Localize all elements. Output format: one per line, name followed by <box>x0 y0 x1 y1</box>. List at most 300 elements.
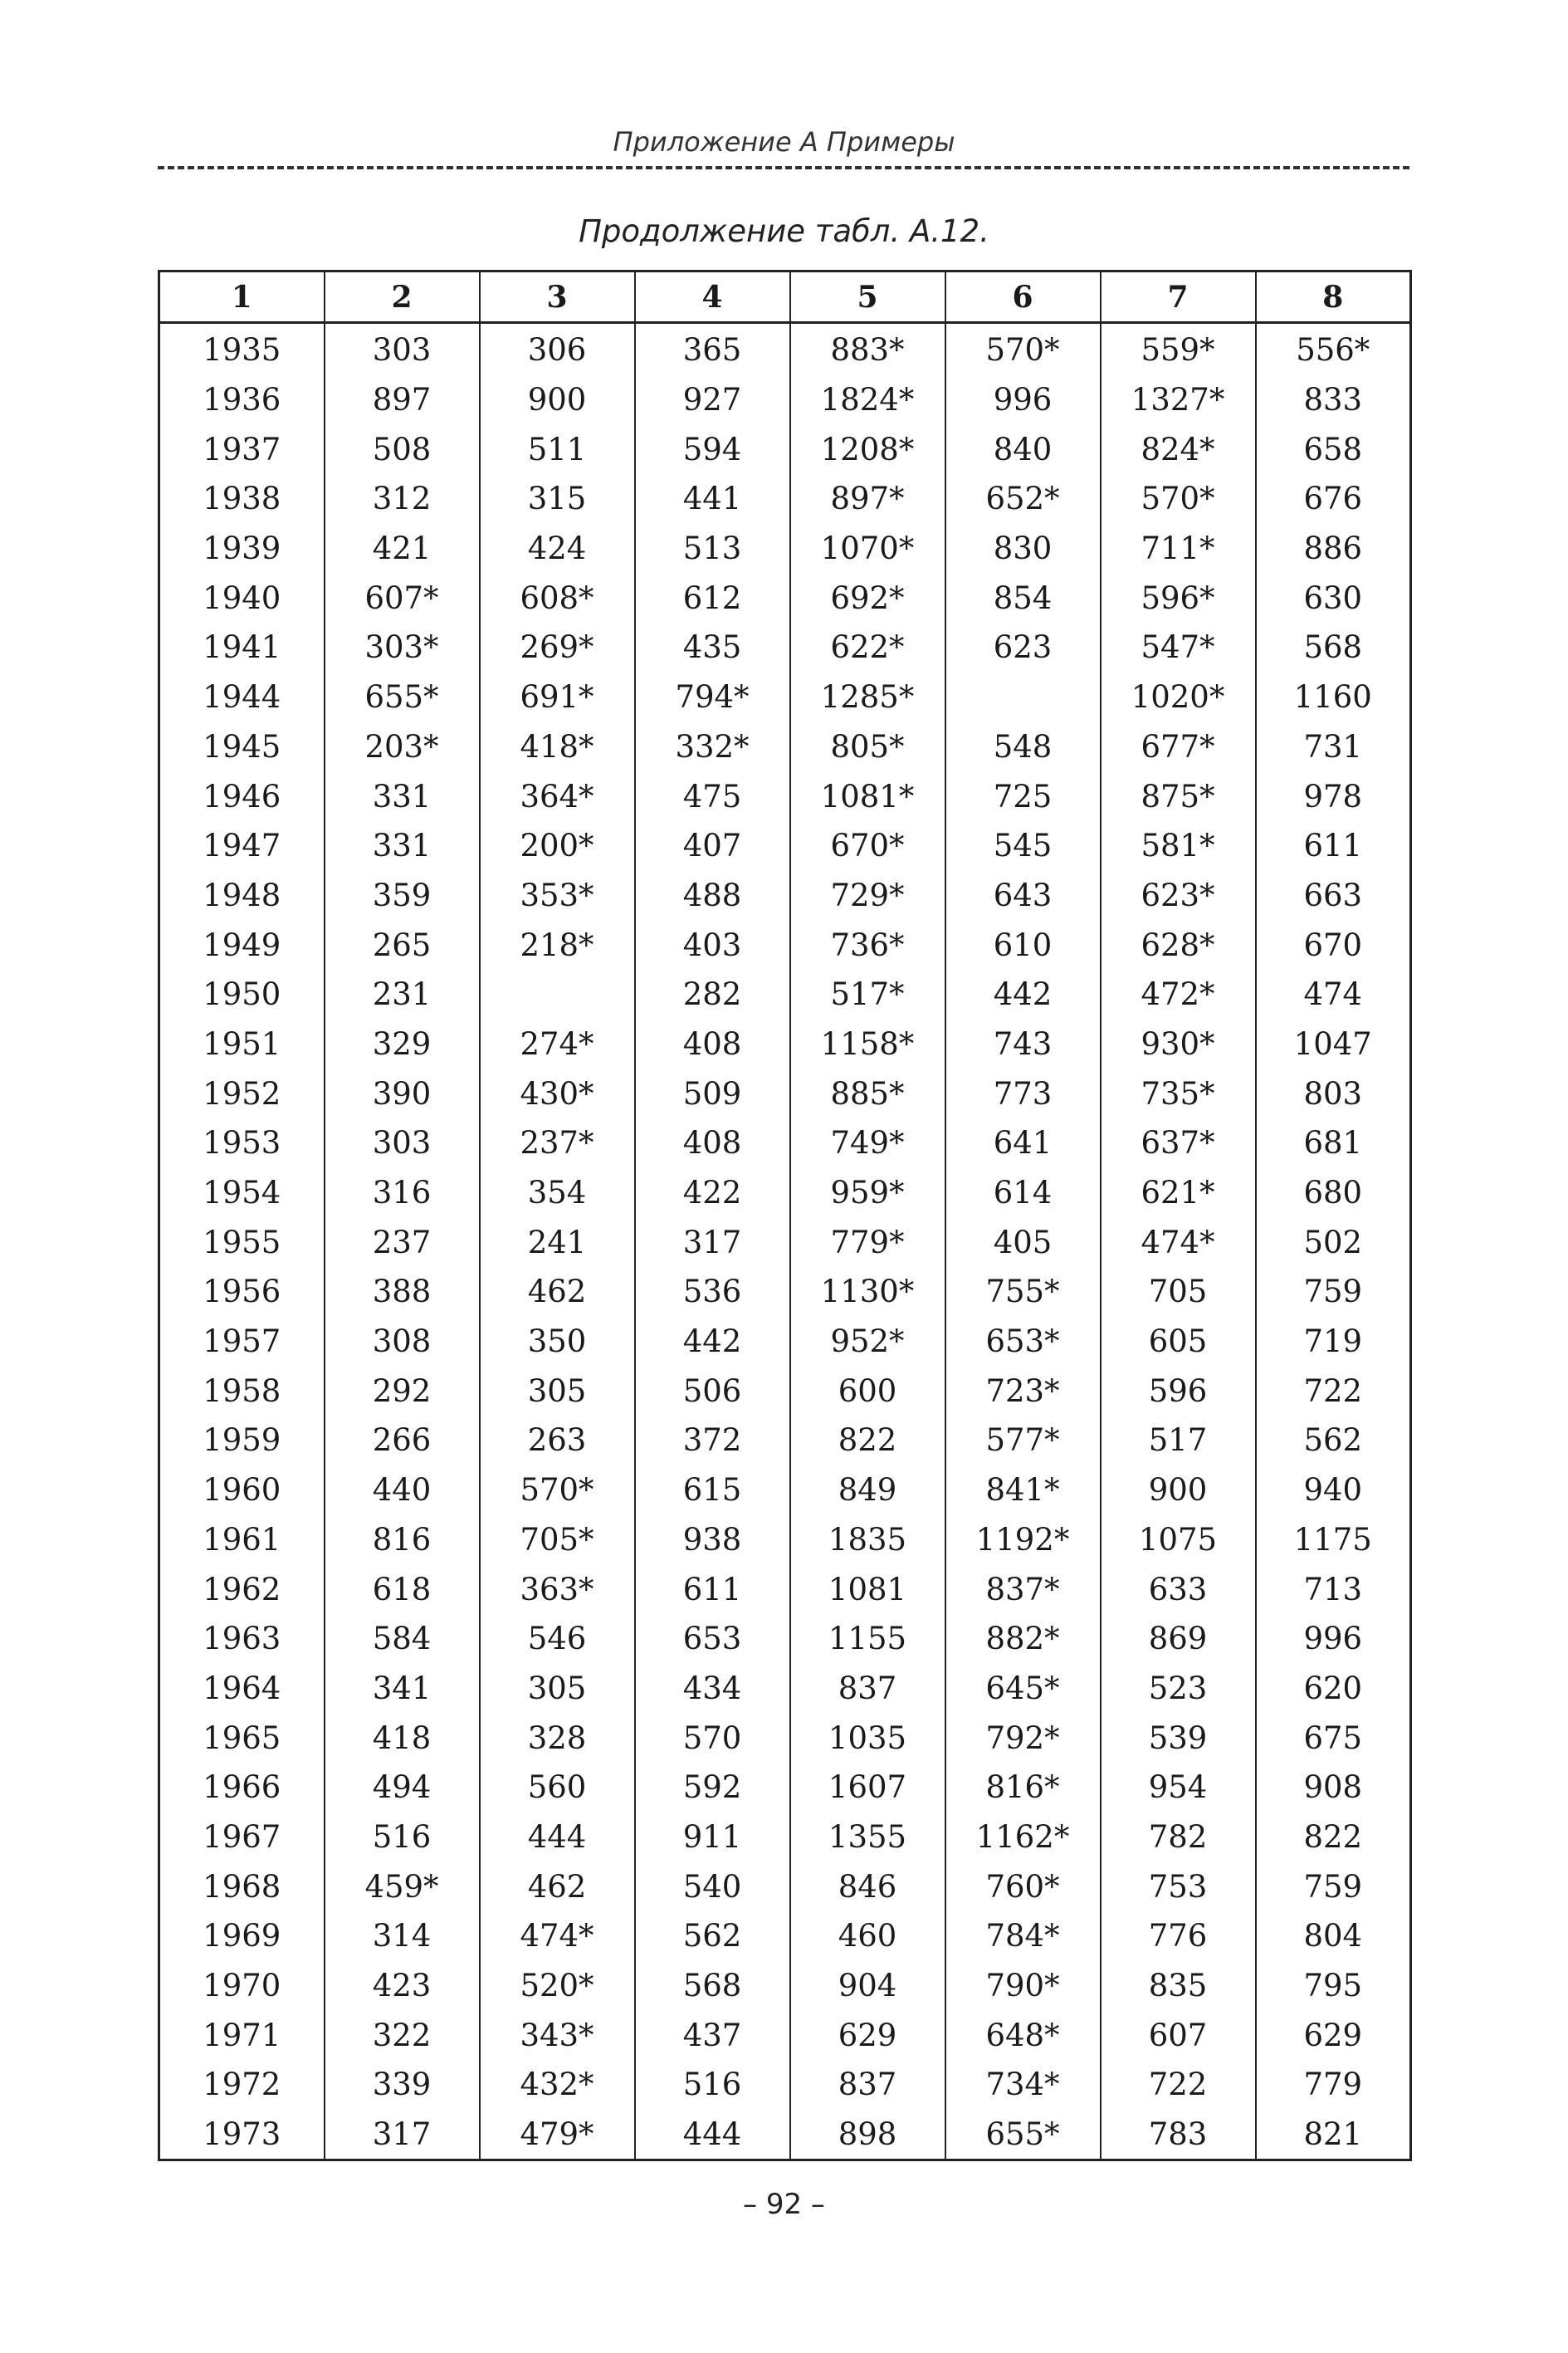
column-header-7: 7 <box>1101 272 1256 323</box>
year-cell: 1967 <box>159 1812 325 1862</box>
value-cell: 938 <box>635 1515 790 1565</box>
value-cell: 584 <box>325 1614 480 1664</box>
value-cell: 611 <box>635 1564 790 1614</box>
value-cell: 952* <box>790 1317 945 1367</box>
value-cell: 784* <box>945 1911 1101 1961</box>
value-cell: 328 <box>480 1713 635 1763</box>
table-row <box>159 1267 1411 1317</box>
year-cell: 1962 <box>159 1564 325 1614</box>
value-cell: 840 <box>945 424 1101 474</box>
value-cell: 722 <box>1101 2060 1256 2110</box>
value-cell: 1020* <box>1101 673 1256 722</box>
value-cell: 675 <box>1256 1713 1411 1763</box>
value-cell: 581* <box>1101 821 1256 871</box>
value-cell: 795 <box>1256 1961 1411 2011</box>
value-cell: 444 <box>480 1812 635 1862</box>
table-row <box>159 1317 1411 1367</box>
value-cell: 886 <box>1256 524 1411 574</box>
value-cell: 364* <box>480 771 635 821</box>
value-cell: 779* <box>790 1217 945 1267</box>
value-cell: 265 <box>325 920 480 970</box>
year-cell: 1959 <box>159 1416 325 1465</box>
value-cell: 996 <box>1256 1614 1411 1664</box>
data-table <box>158 270 1412 2161</box>
value-cell: 996 <box>945 375 1101 425</box>
value-cell: 610 <box>945 920 1101 970</box>
value-cell: 434 <box>635 1664 790 1714</box>
value-cell: 421 <box>325 524 480 574</box>
value-cell: 618 <box>325 1564 480 1614</box>
value-cell: 804 <box>1256 1911 1411 1961</box>
value-cell: 954 <box>1101 1763 1256 1812</box>
value-cell: 692* <box>790 573 945 623</box>
year-cell: 1953 <box>159 1118 325 1168</box>
value-cell: 1835 <box>790 1515 945 1565</box>
value-cell: 292 <box>325 1366 480 1416</box>
value-cell: 331 <box>325 771 480 821</box>
value-cell: 1355 <box>790 1812 945 1862</box>
value-cell: 390 <box>325 1069 480 1118</box>
value-cell: 978 <box>1256 771 1411 821</box>
value-cell: 488 <box>635 871 790 921</box>
value-cell: 663 <box>1256 871 1411 921</box>
value-cell: 237* <box>480 1118 635 1168</box>
value-cell <box>945 673 1101 722</box>
value-cell: 623* <box>1101 871 1256 921</box>
value-cell: 511 <box>480 424 635 474</box>
value-cell: 592 <box>635 1763 790 1812</box>
table-row <box>159 920 1411 970</box>
value-cell: 869 <box>1101 1614 1256 1664</box>
value-cell: 331 <box>325 821 480 871</box>
value-cell: 940 <box>1256 1465 1411 1515</box>
value-cell: 1160 <box>1256 673 1411 722</box>
table-row <box>159 1614 1411 1664</box>
value-cell: 408 <box>635 1020 790 1069</box>
running-header: Приложение А Примеры <box>613 126 955 158</box>
year-cell: 1944 <box>159 673 325 722</box>
value-cell: 753 <box>1101 1861 1256 1911</box>
value-cell: 759 <box>1256 1267 1411 1317</box>
value-cell: 816* <box>945 1763 1101 1812</box>
year-cell: 1947 <box>159 821 325 871</box>
value-cell: 705* <box>480 1515 635 1565</box>
value-cell: 237 <box>325 1217 480 1267</box>
value-cell: 790* <box>945 1961 1101 2011</box>
value-cell: 269* <box>480 623 635 673</box>
value-cell: 883* <box>790 323 945 375</box>
value-cell: 773 <box>945 1069 1101 1118</box>
year-cell: 1957 <box>159 1317 325 1367</box>
year-cell: 1961 <box>159 1515 325 1565</box>
value-cell: 854 <box>945 573 1101 623</box>
value-cell: 622* <box>790 623 945 673</box>
value-cell: 513 <box>635 524 790 574</box>
value-cell: 516 <box>325 1812 480 1862</box>
value-cell: 517 <box>1101 1416 1256 1465</box>
value-cell: 570* <box>945 323 1101 375</box>
value-cell: 882* <box>945 1614 1101 1664</box>
value-cell: 628* <box>1101 920 1256 970</box>
value-cell: 841* <box>945 1465 1101 1515</box>
value-cell: 1327* <box>1101 375 1256 425</box>
value-cell: 474* <box>480 1911 635 1961</box>
year-cell: 1969 <box>159 1911 325 1961</box>
table-row <box>159 1416 1411 1465</box>
value-cell: 911 <box>635 1812 790 1862</box>
value-cell: 303 <box>325 323 480 375</box>
table-row <box>159 1713 1411 1763</box>
value-cell: 645* <box>945 1664 1101 1714</box>
value-cell: 442 <box>635 1317 790 1367</box>
value-cell: 562 <box>1256 1416 1411 1465</box>
value-cell: 816 <box>325 1515 480 1565</box>
value-cell: 545 <box>945 821 1101 871</box>
value-cell: 1035 <box>790 1713 945 1763</box>
table-row <box>159 2110 1411 2160</box>
value-cell: 317 <box>325 2110 480 2160</box>
value-cell: 322 <box>325 2010 480 2060</box>
table-caption: Продолжение табл. А.12. <box>579 213 989 249</box>
value-cell: 607 <box>1101 2010 1256 2060</box>
value-cell: 653* <box>945 1317 1101 1367</box>
value-cell: 354 <box>480 1168 635 1218</box>
value-cell: 648* <box>945 2010 1101 2060</box>
value-cell: 630 <box>1256 573 1411 623</box>
value-cell: 1081 <box>790 1564 945 1614</box>
value-cell: 620 <box>1256 1664 1411 1714</box>
value-cell: 670* <box>790 821 945 871</box>
value-cell: 719 <box>1256 1317 1411 1367</box>
value-cell: 548 <box>945 722 1101 772</box>
year-cell: 1970 <box>159 1961 325 2011</box>
value-cell: 837 <box>790 1664 945 1714</box>
value-cell: 623 <box>945 623 1101 673</box>
value-cell: 833 <box>1256 375 1411 425</box>
table-row <box>159 673 1411 722</box>
year-cell: 1973 <box>159 2110 325 2160</box>
value-cell: 1285* <box>790 673 945 722</box>
year-cell: 1954 <box>159 1168 325 1218</box>
value-cell: 520* <box>480 1961 635 2011</box>
column-header-8: 8 <box>1256 272 1411 323</box>
table-header-row <box>159 272 1411 323</box>
value-cell: 608* <box>480 573 635 623</box>
value-cell: 494 <box>325 1763 480 1812</box>
value-cell: 722 <box>1256 1366 1411 1416</box>
value-cell: 779 <box>1256 2060 1411 2110</box>
value-cell: 509 <box>635 1069 790 1118</box>
value-cell: 1158* <box>790 1020 945 1069</box>
value-cell: 274* <box>480 1020 635 1069</box>
value-cell: 655* <box>325 673 480 722</box>
value-cell: 731 <box>1256 722 1411 772</box>
value-cell: 432* <box>480 2060 635 2110</box>
value-cell: 658 <box>1256 424 1411 474</box>
year-cell: 1956 <box>159 1267 325 1317</box>
year-cell: 1952 <box>159 1069 325 1118</box>
year-cell: 1935 <box>159 323 325 375</box>
value-cell: 927 <box>635 375 790 425</box>
value-cell: 430* <box>480 1069 635 1118</box>
column-header-3: 3 <box>480 272 635 323</box>
value-cell: 1070* <box>790 524 945 574</box>
value-cell <box>480 970 635 1020</box>
table-row <box>159 623 1411 673</box>
page-number: – 92 – <box>743 2188 825 2221</box>
value-cell: 736* <box>790 920 945 970</box>
value-cell: 474 <box>1256 970 1411 1020</box>
value-cell: 203* <box>325 722 480 772</box>
table-row <box>159 1664 1411 1714</box>
value-cell: 643 <box>945 871 1101 921</box>
table-row <box>159 1812 1411 1862</box>
value-cell: 263 <box>480 1416 635 1465</box>
value-cell: 691* <box>480 673 635 722</box>
value-cell: 670 <box>1256 920 1411 970</box>
table-body <box>159 323 1411 2160</box>
value-cell: 536 <box>635 1267 790 1317</box>
table-row <box>159 1564 1411 1614</box>
column-header-2: 2 <box>325 272 480 323</box>
year-cell: 1972 <box>159 2060 325 2110</box>
value-cell: 1075 <box>1101 1515 1256 1565</box>
table-row <box>159 771 1411 821</box>
column-header-6: 6 <box>945 272 1101 323</box>
value-cell: 637* <box>1101 1118 1256 1168</box>
value-cell: 837* <box>945 1564 1101 1614</box>
value-cell: 641 <box>945 1118 1101 1168</box>
value-cell: 729* <box>790 871 945 921</box>
value-cell: 743 <box>945 1020 1101 1069</box>
table-row <box>159 2060 1411 2110</box>
value-cell: 546 <box>480 1614 635 1664</box>
year-cell: 1963 <box>159 1614 325 1664</box>
table-row <box>159 1911 1411 1961</box>
year-cell: 1937 <box>159 424 325 474</box>
value-cell: 444 <box>635 2110 790 2160</box>
value-cell: 506 <box>635 1366 790 1416</box>
value-cell: 241 <box>480 1217 635 1267</box>
value-cell: 231 <box>325 970 480 1020</box>
column-header-5: 5 <box>790 272 945 323</box>
value-cell: 570 <box>635 1713 790 1763</box>
value-cell: 711* <box>1101 524 1256 574</box>
value-cell: 1130* <box>790 1267 945 1317</box>
table-row <box>159 524 1411 574</box>
value-cell: 846 <box>790 1861 945 1911</box>
value-cell: 930* <box>1101 1020 1256 1069</box>
value-cell: 885* <box>790 1069 945 1118</box>
year-cell: 1940 <box>159 573 325 623</box>
value-cell: 594 <box>635 424 790 474</box>
table-row <box>159 1515 1411 1565</box>
year-cell: 1965 <box>159 1713 325 1763</box>
value-cell: 341 <box>325 1664 480 1714</box>
value-cell: 600 <box>790 1366 945 1416</box>
value-cell: 755* <box>945 1267 1101 1317</box>
value-cell: 633 <box>1101 1564 1256 1614</box>
value-cell: 897* <box>790 474 945 524</box>
header-divider <box>158 166 1409 169</box>
value-cell: 516 <box>635 2060 790 2110</box>
value-cell: 875* <box>1101 771 1256 821</box>
value-cell: 577* <box>945 1416 1101 1465</box>
value-cell: 282 <box>635 970 790 1020</box>
value-cell: 629 <box>1256 2010 1411 2060</box>
value-cell: 1047 <box>1256 1020 1411 1069</box>
value-cell: 559* <box>1101 323 1256 375</box>
value-cell: 442 <box>945 970 1101 1020</box>
value-cell: 705 <box>1101 1267 1256 1317</box>
value-cell: 474* <box>1101 1217 1256 1267</box>
value-cell: 629 <box>790 2010 945 2060</box>
value-cell: 794* <box>635 673 790 722</box>
column-header-4: 4 <box>635 272 790 323</box>
value-cell: 562 <box>635 1911 790 1961</box>
value-cell: 437 <box>635 2010 790 2060</box>
value-cell: 343* <box>480 2010 635 2060</box>
value-cell: 472* <box>1101 970 1256 1020</box>
value-cell: 462 <box>480 1267 635 1317</box>
value-cell: 1081* <box>790 771 945 821</box>
value-cell: 218* <box>480 920 635 970</box>
value-cell: 734* <box>945 2060 1101 2110</box>
table-row <box>159 1168 1411 1218</box>
value-cell: 266 <box>325 1416 480 1465</box>
value-cell: 680 <box>1256 1168 1411 1218</box>
table-row <box>159 323 1411 375</box>
value-cell: 306 <box>480 323 635 375</box>
value-cell: 713 <box>1256 1564 1411 1614</box>
value-cell: 723* <box>945 1366 1101 1416</box>
value-cell: 1192* <box>945 1515 1101 1565</box>
value-cell: 441 <box>635 474 790 524</box>
value-cell: 830 <box>945 524 1101 574</box>
value-cell: 908 <box>1256 1763 1411 1812</box>
value-cell: 653 <box>635 1614 790 1664</box>
value-cell: 821 <box>1256 2110 1411 2160</box>
value-cell: 904 <box>790 1961 945 2011</box>
value-cell: 568 <box>635 1961 790 2011</box>
table-row <box>159 573 1411 623</box>
value-cell: 749* <box>790 1118 945 1168</box>
table-row <box>159 474 1411 524</box>
value-cell: 556* <box>1256 323 1411 375</box>
value-cell: 1162* <box>945 1812 1101 1862</box>
year-cell: 1964 <box>159 1664 325 1714</box>
table-row <box>159 375 1411 425</box>
value-cell: 803 <box>1256 1069 1411 1118</box>
value-cell: 897 <box>325 375 480 425</box>
value-cell: 517* <box>790 970 945 1020</box>
value-cell: 959* <box>790 1168 945 1218</box>
value-cell: 735* <box>1101 1069 1256 1118</box>
value-cell: 502 <box>1256 1217 1411 1267</box>
value-cell: 612 <box>635 573 790 623</box>
value-cell: 725 <box>945 771 1101 821</box>
column-header-1: 1 <box>159 272 325 323</box>
value-cell: 652* <box>945 474 1101 524</box>
value-cell: 508 <box>325 424 480 474</box>
value-cell: 308 <box>325 1317 480 1367</box>
value-cell: 835 <box>1101 1961 1256 2011</box>
value-cell: 339 <box>325 2060 480 2110</box>
value-cell: 316 <box>325 1168 480 1218</box>
table-row <box>159 1366 1411 1416</box>
value-cell: 353* <box>480 871 635 921</box>
year-cell: 1941 <box>159 623 325 673</box>
value-cell: 460 <box>790 1911 945 1961</box>
table-row <box>159 1069 1411 1118</box>
year-cell: 1946 <box>159 771 325 821</box>
value-cell: 459* <box>325 1861 480 1911</box>
table-row <box>159 2010 1411 2060</box>
value-cell: 462 <box>480 1861 635 1911</box>
value-cell: 822 <box>790 1416 945 1465</box>
year-cell: 1938 <box>159 474 325 524</box>
value-cell: 418 <box>325 1713 480 1763</box>
value-cell: 547* <box>1101 623 1256 673</box>
value-cell: 200* <box>480 821 635 871</box>
value-cell: 655* <box>945 2110 1101 2160</box>
value-cell: 305 <box>480 1366 635 1416</box>
year-cell: 1939 <box>159 524 325 574</box>
value-cell: 407 <box>635 821 790 871</box>
value-cell: 422 <box>635 1168 790 1218</box>
value-cell: 898 <box>790 2110 945 2160</box>
value-cell: 849 <box>790 1465 945 1515</box>
value-cell: 332* <box>635 722 790 772</box>
value-cell: 418* <box>480 722 635 772</box>
value-cell: 1175 <box>1256 1515 1411 1565</box>
value-cell: 568 <box>1256 623 1411 673</box>
year-cell: 1955 <box>159 1217 325 1267</box>
table-row <box>159 821 1411 871</box>
table-row <box>159 871 1411 921</box>
value-cell: 423 <box>325 1961 480 2011</box>
value-cell: 314 <box>325 1911 480 1961</box>
value-cell: 1824* <box>790 375 945 425</box>
value-cell: 523 <box>1101 1664 1256 1714</box>
value-cell: 479* <box>480 2110 635 2160</box>
value-cell: 782 <box>1101 1812 1256 1862</box>
value-cell: 475 <box>635 771 790 821</box>
value-cell: 359 <box>325 871 480 921</box>
value-cell: 315 <box>480 474 635 524</box>
value-cell: 676 <box>1256 474 1411 524</box>
year-cell: 1966 <box>159 1763 325 1812</box>
value-cell: 405 <box>945 1217 1101 1267</box>
value-cell: 365 <box>635 323 790 375</box>
value-cell: 539 <box>1101 1713 1256 1763</box>
value-cell: 435 <box>635 623 790 673</box>
value-cell: 570* <box>480 1465 635 1515</box>
value-cell: 350 <box>480 1317 635 1367</box>
value-cell: 408 <box>635 1118 790 1168</box>
value-cell: 303* <box>325 623 480 673</box>
value-cell: 822 <box>1256 1812 1411 1862</box>
table-row <box>159 1861 1411 1911</box>
table-row <box>159 970 1411 1020</box>
value-cell: 900 <box>480 375 635 425</box>
value-cell: 305 <box>480 1664 635 1714</box>
year-cell: 1971 <box>159 2010 325 2060</box>
value-cell: 312 <box>325 474 480 524</box>
year-cell: 1945 <box>159 722 325 772</box>
table-row <box>159 1763 1411 1812</box>
value-cell: 560 <box>480 1763 635 1812</box>
